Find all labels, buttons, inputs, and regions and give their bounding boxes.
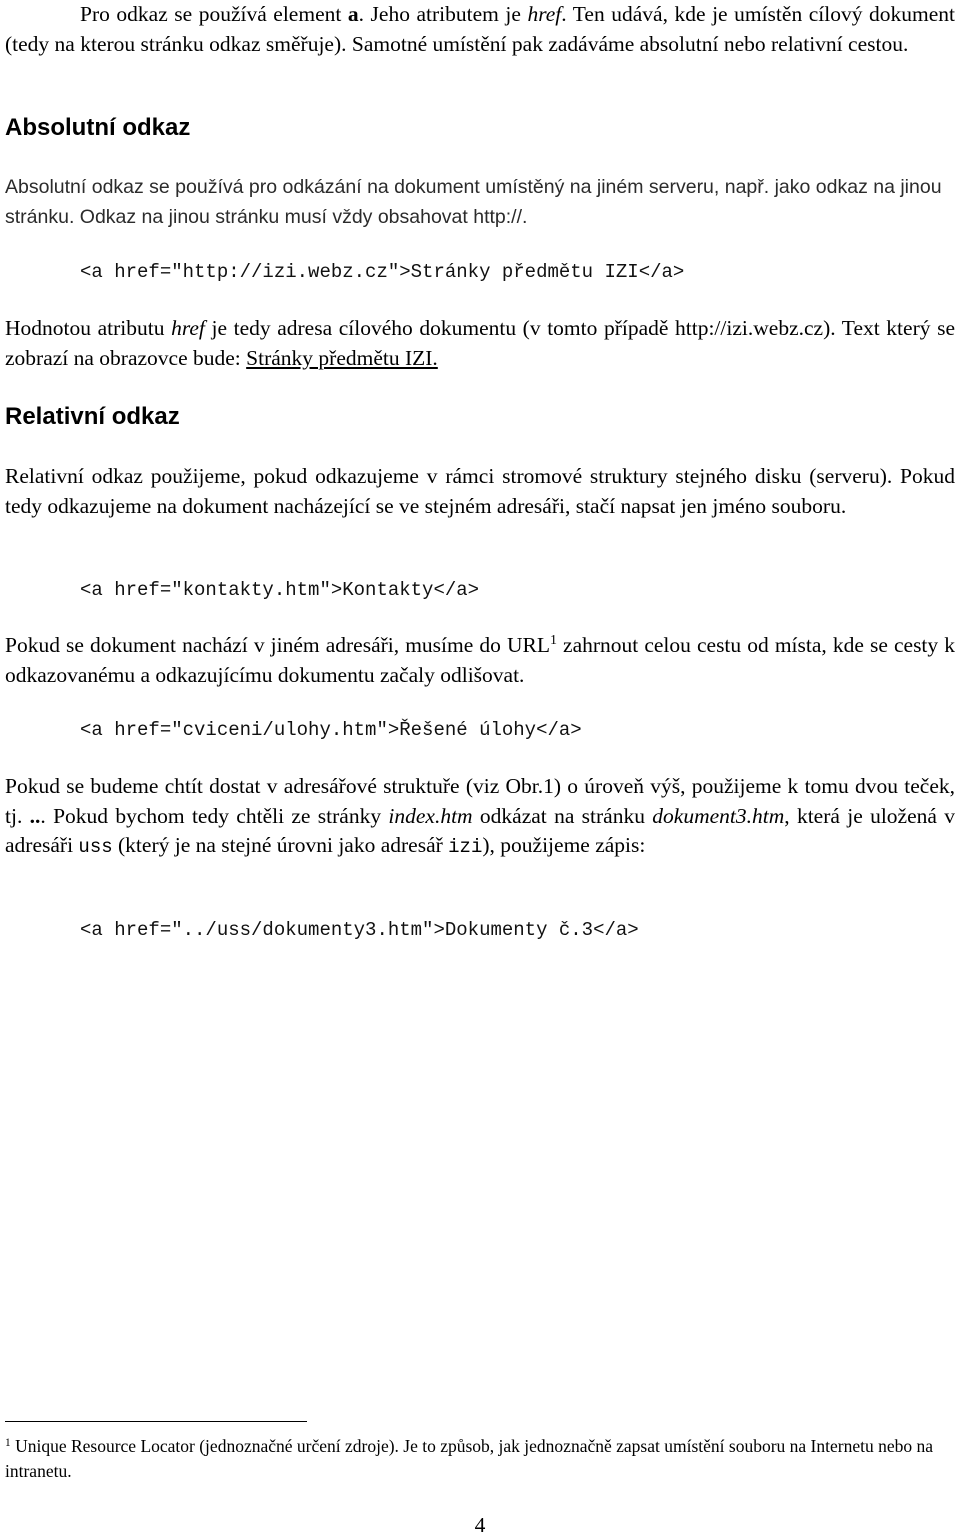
- directory-uss: uss: [78, 836, 113, 858]
- absolute-link-explanation: [5, 314, 955, 373]
- parent-dir-text-6: ), použijeme zápis:: [482, 833, 646, 857]
- explanation-text-1: Hodnotou atributu: [5, 316, 172, 340]
- attribute-href-italic: href: [171, 316, 205, 340]
- parent-dir-text-5: (který je na stejné úrovni jako adresář: [112, 833, 449, 857]
- absolute-link-heading: Absolutní odkaz: [5, 114, 191, 141]
- element-name-a: a: [347, 2, 359, 26]
- relative-path-text-2: zahrnout celou cestu od místa, kde se cesty k odkazovanému a odkazujícímu dokumentu začaly odlišovat.: [5, 633, 955, 687]
- intro-paragraph: [5, 0, 955, 59]
- parent-dir-text-3: odkázat na stránku: [472, 803, 653, 828]
- absolute-link-description: Absolutní odkaz se používá pro odkázání na dokument umístěný na jiném serveru, např. jako odkaz na jinou stránku. Odkaz na jinou stránku musí vždy obsahovat http://.: [5, 176, 942, 228]
- intro-text-1: Pro odkaz se používá element: [80, 2, 348, 26]
- explanation-text-2: je tedy adresa cílového dokumentu (v tomto případě http://izi.webz.cz). Text který se zobrazí na obrazovce bude:: [5, 316, 955, 370]
- parent-dir-text-4: , která je uložená v adresáři: [5, 803, 956, 857]
- file-index-htm: index.htm: [388, 803, 473, 828]
- footnote-text: Unique Resource Locator (jednoznačné určení zdroje). Je to způsob, jak jednoznačně zapsat umístění souboru na Internetu nebo na intranetu.: [5, 1436, 933, 1481]
- relative-path-paragraph: [5, 631, 955, 690]
- footnote: [5, 1434, 955, 1484]
- parent-dir-text-1: Pokud se budeme chtít dostat v adresářové struktuře (viz Obr.1) o úroveň výš, použijeme k tomu dvou teček, tj.: [5, 774, 955, 828]
- parent-dir-text-2: . Pokud bychom tedy chtěli ze stránky: [40, 803, 389, 828]
- absolute-link-code-example: <a href="http://izi.webz.cz">Stránky předmětu IZI</a>: [80, 261, 685, 283]
- footnote-number: 1: [5, 1436, 11, 1449]
- attribute-href: href: [527, 2, 562, 26]
- footnote-reference: 1: [549, 633, 557, 649]
- relative-link-heading: Relativní odkaz: [5, 403, 180, 430]
- intro-text-3: . Ten udává, kde je umístěn cílový dokument (tedy na kterou stránku odkaz směřuje). Samotné umístění pak zadáváme absolutní nebo relativní cestou.: [5, 2, 955, 56]
- double-dot: ..: [29, 803, 41, 828]
- footnote-separator: [5, 1421, 307, 1422]
- relative-link-code-example-2: <a href="cviceni/ulohy.htm">Řešené úlohy</a>: [80, 719, 582, 741]
- relative-link-code-example-3: <a href="../uss/dokumenty3.htm">Dokumenty č.3</a>: [80, 919, 639, 941]
- relative-link-code-example-1: <a href="kontakty.htm">Kontakty</a>: [80, 579, 480, 601]
- directory-izi: izi: [448, 836, 483, 858]
- page-number: 4: [474, 1513, 486, 1537]
- intro-text-2: . Jeho atributem je: [358, 2, 528, 26]
- file-dokument3-htm: dokument3.htm: [652, 803, 785, 828]
- relative-path-text-1: Pokud se dokument nachází v jiném adresáři, musíme do URL: [5, 633, 550, 657]
- example-link-izi[interactable]: Stránky předmětu IZI.: [246, 345, 438, 370]
- relative-link-description: Relativní odkaz použijeme, pokud odkazujeme v rámci stromové struktury stejného disku (serveru). Pokud tedy odkazujeme na dokument nacházející se ve stejném adresáři, stačí napsat jen jméno souboru.: [5, 464, 955, 518]
- parent-directory-paragraph: [5, 772, 955, 863]
